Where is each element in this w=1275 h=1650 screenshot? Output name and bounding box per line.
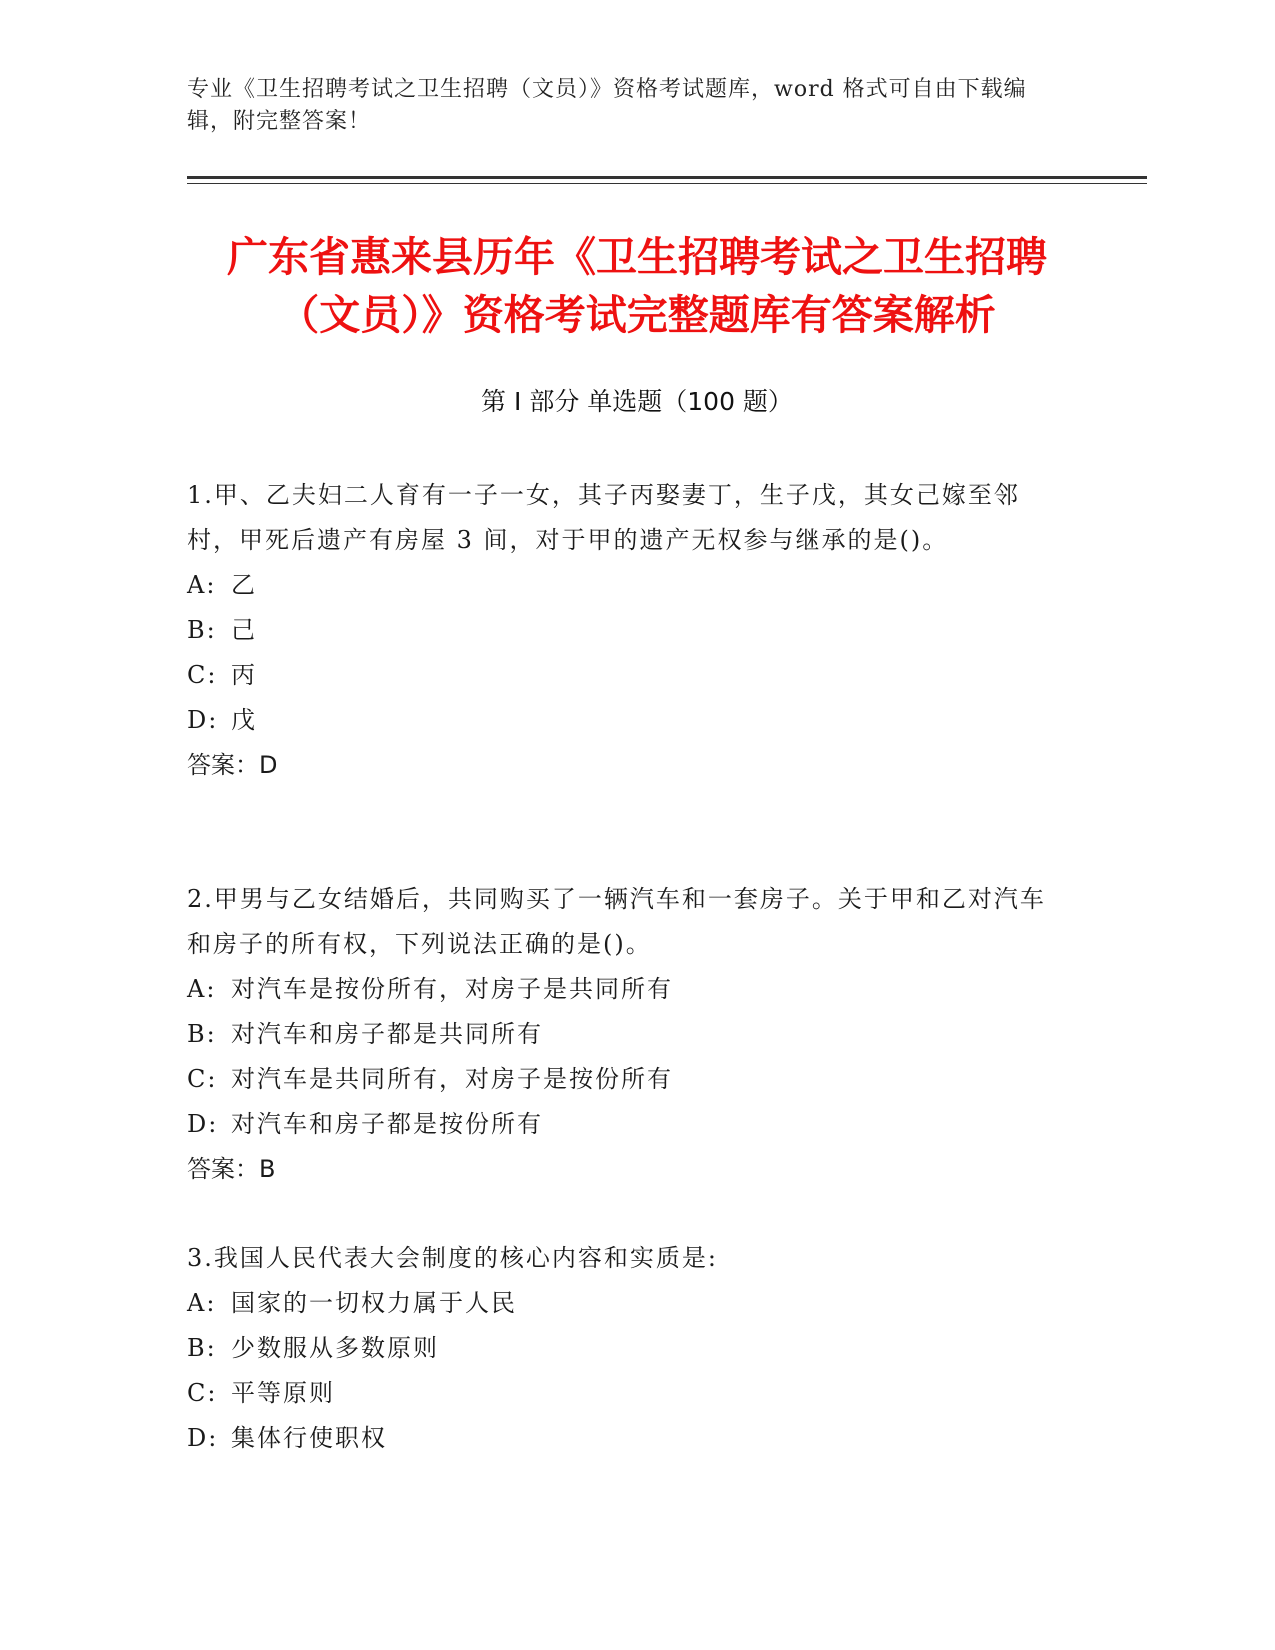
option-b xyxy=(187,1326,1067,1371)
option-letter: A: xyxy=(187,975,217,1003)
option-c xyxy=(187,1371,1067,1416)
option-letter: A: xyxy=(187,1289,217,1317)
option-text: 对汽车是共同所有，对房子是按份所有 xyxy=(231,1065,673,1093)
section-heading: 第 I 部分 单选题（100 题） xyxy=(481,387,793,416)
option-a xyxy=(187,563,1067,608)
option-text: 集体行使职权 xyxy=(231,1424,387,1452)
option-letter: D: xyxy=(187,706,219,734)
option-c xyxy=(187,653,1067,698)
answer: 答案：D xyxy=(187,751,278,779)
option-c xyxy=(187,1057,1067,1102)
option-letter: D: xyxy=(187,1110,219,1138)
answer: 答案：B xyxy=(187,1155,276,1183)
option-text: 对汽车是按份所有，对房子是共同所有 xyxy=(231,975,673,1003)
option-b xyxy=(187,1012,1067,1057)
option-a xyxy=(187,1281,1067,1326)
question-stem: 3.我国人民代表大会制度的核心内容和实质是: xyxy=(187,1244,718,1272)
option-letter: C: xyxy=(187,1379,218,1407)
option-a xyxy=(187,967,1067,1012)
option-text: 戊 xyxy=(231,706,257,734)
option-text: 平等原则 xyxy=(231,1379,335,1407)
option-text: 丙 xyxy=(231,661,257,689)
option-letter: D: xyxy=(187,1424,219,1452)
option-letter: B: xyxy=(187,616,217,644)
option-text: 国家的一切权力属于人民 xyxy=(231,1289,517,1317)
option-text: 己 xyxy=(231,616,257,644)
option-d xyxy=(187,1416,1067,1461)
question-2 xyxy=(187,877,1067,1192)
option-text: 对汽车和房子都是按份所有 xyxy=(231,1110,543,1138)
option-letter: B: xyxy=(187,1334,217,1362)
option-b xyxy=(187,608,1067,653)
option-letter: A: xyxy=(187,571,217,599)
option-d xyxy=(187,698,1067,743)
question-1 xyxy=(187,473,1067,788)
header-note: 专业《卫生招聘考试之卫生招聘（文员）》资格考试题库，word 格式可自由下载编辑，附完整答案！ xyxy=(187,77,1027,134)
header-divider-thin xyxy=(187,183,1147,184)
option-text: 对汽车和房子都是共同所有 xyxy=(231,1020,543,1048)
question-3 xyxy=(187,1236,1067,1461)
question-stem: 1.甲、乙夫妇二人育有一子一女，其子丙娶妻丁，生子戊，其女己嫁至邻村，甲死后遗产有房屋 3 间，对于甲的遗产无权参与继承的是()。 xyxy=(187,481,1020,554)
option-text: 乙 xyxy=(231,571,257,599)
header-divider xyxy=(187,176,1147,179)
question-stem: 2.甲男与乙女结婚后，共同购买了一辆汽车和一套房子。关于甲和乙对汽车和房子的所有权，下列说法正确的是()。 xyxy=(187,885,1046,958)
document-title: 广东省惠来县历年《卫生招聘考试之卫生招聘（文员）》资格考试完整题库有答案解析 xyxy=(227,233,1047,339)
option-letter: C: xyxy=(187,661,218,689)
option-letter: C: xyxy=(187,1065,218,1093)
option-d xyxy=(187,1102,1067,1147)
option-text: 少数服从多数原则 xyxy=(231,1334,439,1362)
option-letter: B: xyxy=(187,1020,217,1048)
